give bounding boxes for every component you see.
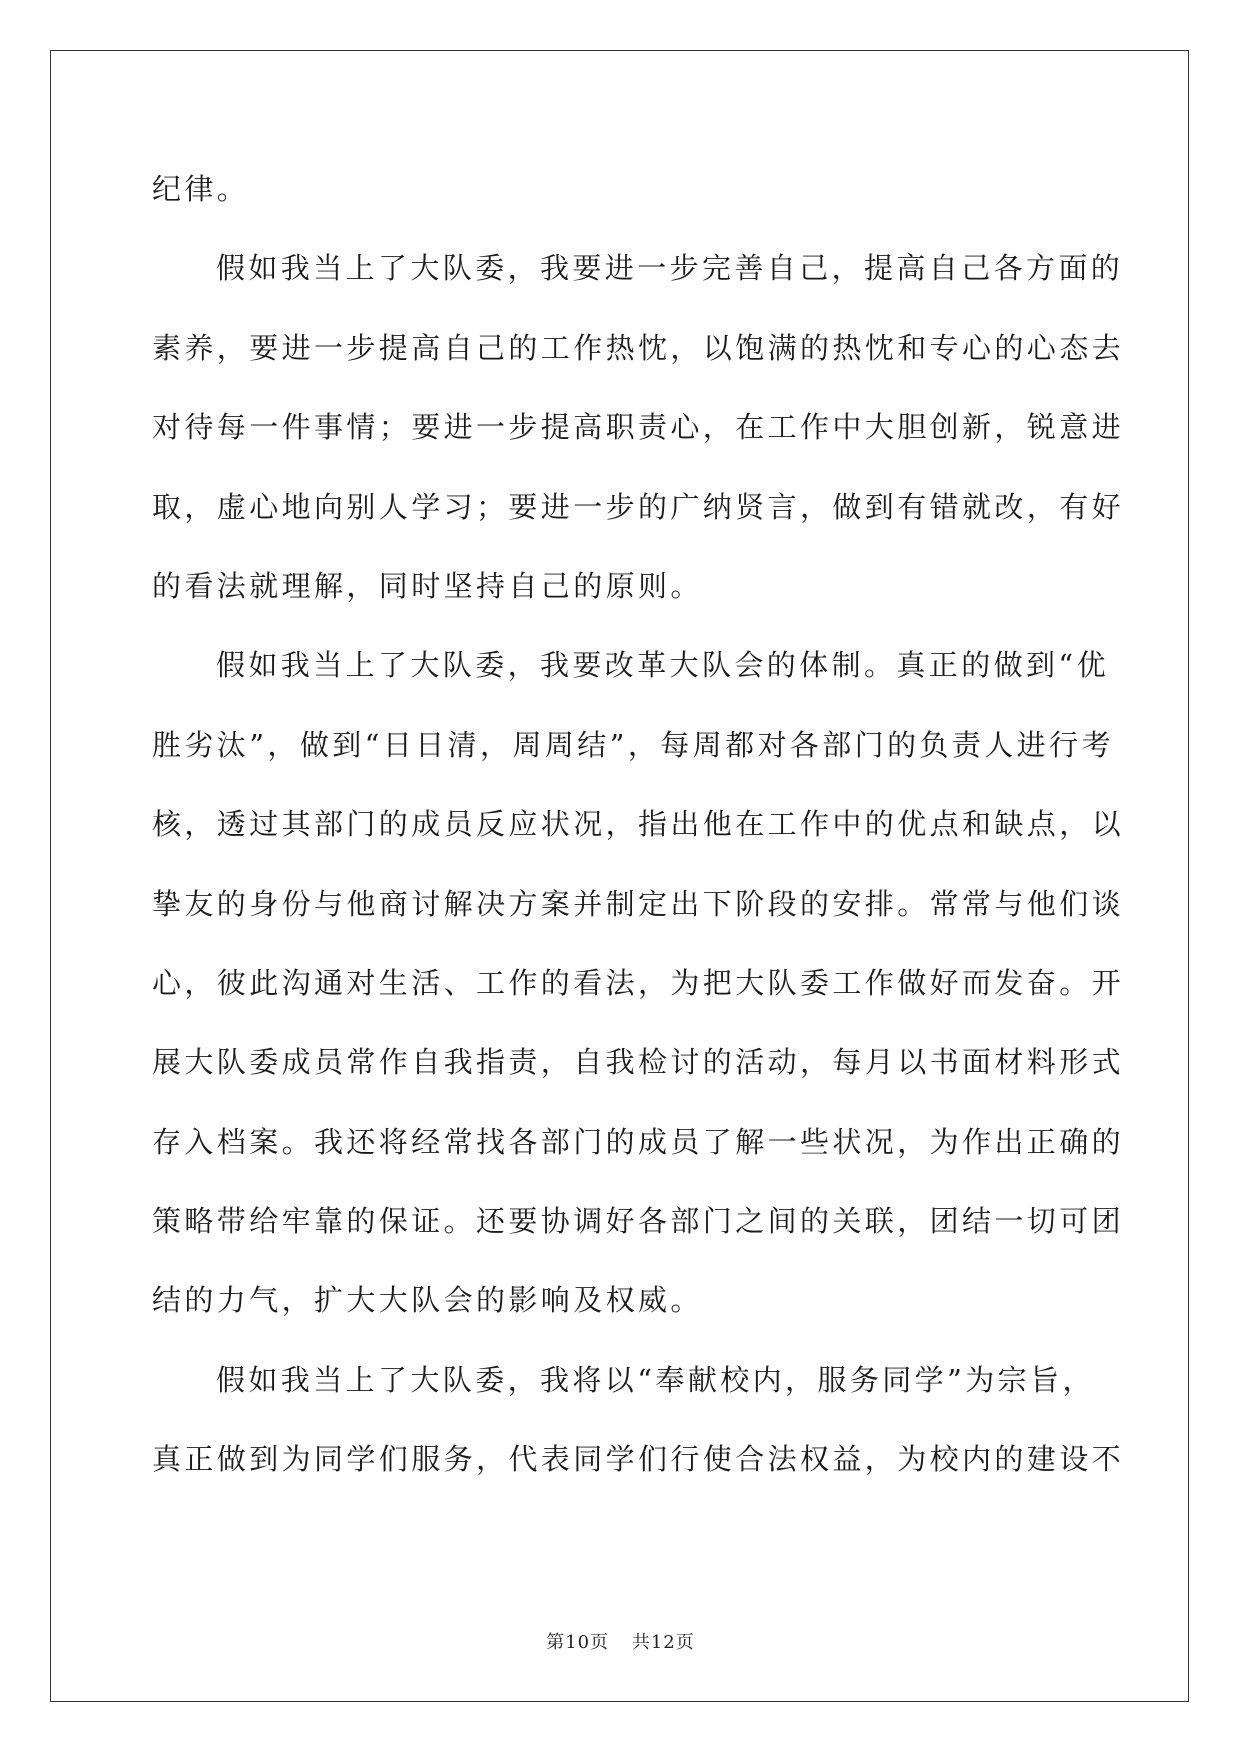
page-footer (0, 1628, 1241, 1654)
text-line: 策略带给牢靠的保证。还要协调好各部门之间的关联，团结一切可团 (152, 1204, 1125, 1239)
document-body (152, 150, 1125, 1500)
text-line: 的看法就理解，同时坚持自己的原则。 (152, 568, 703, 603)
text-line: 胜劣汰”，做到“日日清，周周结”，每周都对各部门的负责人进行考 (152, 727, 1114, 762)
text-line: 假如我当上了大队委，我要进一步完善自己，提高自己各方面的 (216, 251, 1124, 286)
text-line: 存入档案。我还将经常找各部门的成员了解一些状况，为作出正确的 (152, 1124, 1125, 1159)
text-line: 核，透过其部门的成员反应状况，指出他在工作中的优点和缺点，以 (152, 807, 1125, 842)
text-line: 素养，要进一步提高自己的工作热忱，以饱满的热忱和专心的心态去 (152, 330, 1125, 365)
text-line: 纪律。 (152, 172, 250, 206)
text-line: 假如我当上了大队委，我将以“奉献校内，服务同学”为宗旨， (216, 1362, 1095, 1397)
text-line: 结的力气，扩大大队会的影响及权威。 (152, 1283, 703, 1318)
text-line: 假如我当上了大队委，我要改革大队会的体制。真正的做到“优 (216, 648, 1110, 683)
page-total: 共12页 (631, 1632, 695, 1653)
text-line: 取，虚心地向别人学习；要进一步的广纳贤言，做到有错就改，有好 (152, 489, 1125, 524)
text-line: 真正做到为同学们服务，代表同学们行使合法权益，为校内的建设不 (152, 1442, 1125, 1477)
page-number: 第10页 (546, 1632, 610, 1653)
text-line: 对待每一件事情；要进一步提高职责心，在工作中大胆创新，锐意进 (152, 410, 1125, 445)
text-line: 展大队委成员常作自我指责，自我检讨的活动，每月以书面材料形式 (152, 1045, 1125, 1080)
text-line: 挚友的身份与他商讨解决方案并制定出下阶段的安排。常常与他们谈 (152, 886, 1125, 921)
text-line: 心，彼此沟通对生活、工作的看法，为把大队委工作做好而发奋。开 (152, 965, 1125, 1000)
